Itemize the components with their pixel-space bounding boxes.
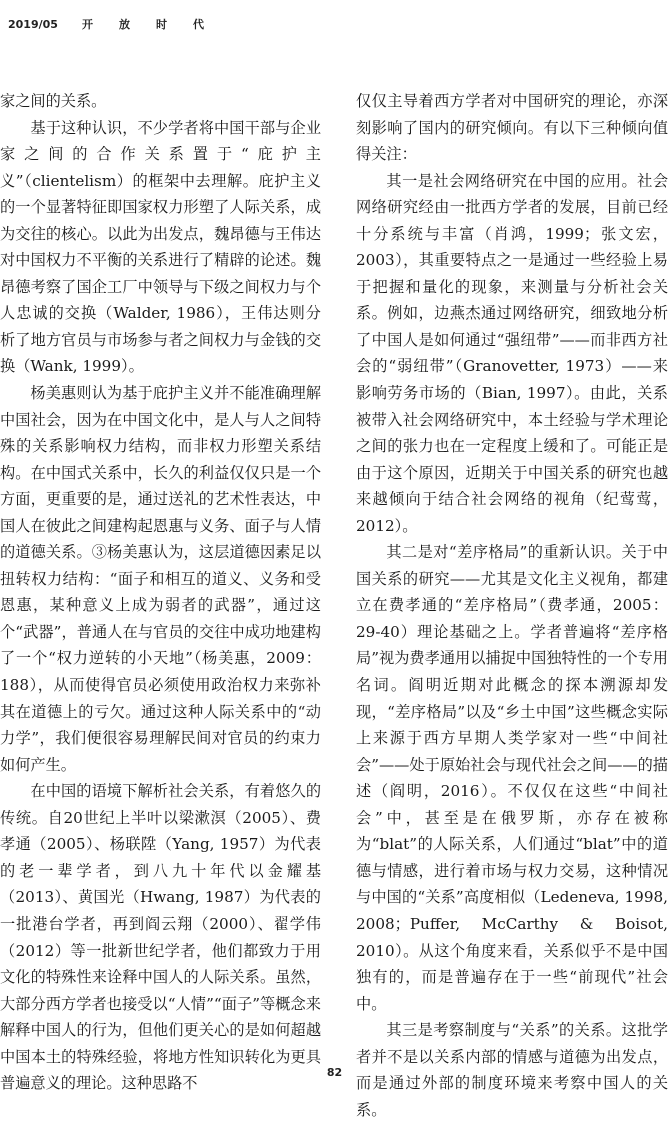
left-paragraph-1: 家之间的关系。	[0, 92, 107, 110]
journal-title: 开放时代	[81, 18, 230, 31]
right-paragraph-2: 其一是社会网络研究在中国的应用。社会网络研究经由一批西方学者的发展，目前已经十分系统与丰富（肖鸿，1999；张文宏，2003），其重要特点之一是通过一些经验上易于把握和量化的现象，来测量与分析社会关系。例如，边燕杰通过网络研究，细致地分析了中国人是如何通过“强纽带”——而非西方社会的“弱纽带”（Granovetter, 1973）——来影响劳务市场的（Bian, 1997）。由此，关系被带入社会网络研究中，本土经验与学术理论之间的张力也在一定程度上缓和了。可能正是由于这个原因，近期关于中国关系的研究也越来越倾向于结合社会网络的视角（纪莺莺，2012）。	[356, 171, 668, 535]
right-column	[356, 88, 668, 1123]
right-paragraph-4: 其三是考察制度与“关系”的关系。这批学者并不是以关系内部的情感与道德为出发点，而是通过外部的制度环境来考察中国人的关系。	[356, 1021, 668, 1119]
left-column	[0, 88, 321, 1097]
right-paragraph-1: 仅仅主导着西方学者对中国研究的理论，亦深刻影响了国内的研究倾向。有以下三种倾向值得关注：	[356, 92, 668, 164]
page-number: 82	[326, 1066, 343, 1079]
left-paragraph-3: 杨美惠则认为基于庇护主义并不能准确理解中国社会，因为在中国文化中，是人与人之间特殊的关系影响权力结构，而非权力形塑关系结构。在中国式关系中，长久的利益仅仅只是一个方面，更重要的是，通过送礼的艺术性表达，中国人在彼此之间建构起恩惠与义务、面子与人情的道德关系。③杨美惠认为，这层道德因素足以扭转权力结构：“面子和相互的道义、义务和受恩惠，某种意义上成为弱者的武器”，通过这个“武器”，普通人在与官员的交往中成功地建构了一个“权力逆转的小天地”（杨美惠，2009：188），从而使得官员必须使用政治权力来弥补其在道德上的亏欠。通过这种人际关系中的“动力学”，我们便很容易理解民间对官员的约束力如何产生。	[0, 384, 321, 774]
running-header	[8, 16, 230, 32]
left-paragraph-4: 在中国的语境下解析社会关系，有着悠久的传统。自20世纪上半叶以梁漱溟（2005）、费孝通（2005）、杨联陞（Yang, 1957）为代表的老一辈学者，到八九十年代以金耀基（2013）、黄国光（Hwang, 1987）为代表的一批港台学者，再到阎云翔（2000）、翟学伟（2012）等一批新世纪学者，他们都致力于用文化的特殊性来诠释中国人的人际关系。虽然，大部分西方学者也接受以“人情”“面子”等概念来解释中国人的行为，但他们更关心的是如何超越中国本土的特殊经验，将地方性知识转化为更具普遍意义的理论。这种思路不	[0, 782, 321, 1093]
right-paragraph-3: 其二是对“差序格局”的重新认识。关于中国关系的研究——尤其是文化主义视角，都建立在费孝通的“差序格局”（费孝通，2005：29-40）理论基础之上。学者普遍将“差序格局”视为费孝通用以捕捉中国独特性的一个专用名词。阎明近期对此概念的探本溯源却发现，“差序格局”以及“乡土中国”这些概念实际上来源于西方早期人类学家对一些“中间社会”——处于原始社会与现代社会之间——的描述（阎明，2016）。不仅仅在这些“中间社会”中，甚至是在俄罗斯，亦存在被称为“blat”的人际关系，人们通过“blat”中的道德与情感，进行着市场与权力交易，这种情况与中国的“关系”高度相似（Ledeneva, 1998, 2008；Puffer, McCarthy & Boisot, 2010）。从这个角度来看，关系似乎不是中国独有的，而是普遍存在于一些“前现代”社会中。	[356, 543, 668, 1013]
issue-number: 2019/05	[8, 17, 58, 31]
left-paragraph-2: 基于这种认识，不少学者将中国干部与企业家之间的合作关系置于“庇护主义”（clientelism）的框架中去理解。庇护主义的一个显著特征即国家权力形塑了人际关系，成为交往的核心。以此为出发点，魏昂德与王伟达对中国权力不平衡的关系进行了精辟的论述。魏昂德考察了国企工厂中领导与下级之间权力与个人忠诚的交换（Walder, 1986），王伟达则分析了地方官员与市场参与者之间权力与金钱的交换（Wank, 1999）。	[0, 118, 321, 376]
